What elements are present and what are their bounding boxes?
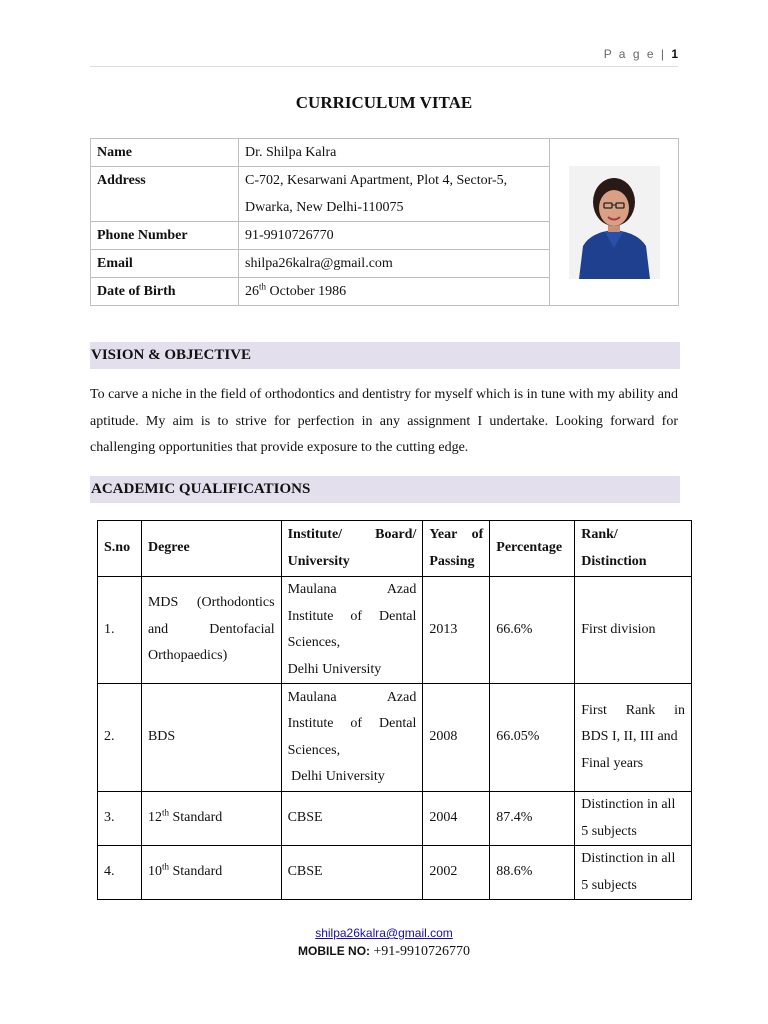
row-percentage: 66.05% <box>490 684 575 792</box>
rank-header-line-1: Rank/ <box>581 527 618 542</box>
email-value: shilpa26kalra@gmail.com <box>239 250 550 278</box>
row-institute <box>281 577 423 684</box>
institute-line: Institute of Dental <box>287 608 417 624</box>
degree-line: BDS <box>147 729 176 745</box>
year-header-line-1: Year of <box>429 527 484 542</box>
address-line-2: Dwarka, New Delhi-110075 <box>245 200 404 215</box>
academic-heading <box>90 476 680 503</box>
col-header-rank <box>575 521 692 577</box>
table-row <box>98 577 692 684</box>
address-value <box>239 167 550 222</box>
vision-paragraph: To carve a niche in the field of orthodontics and dentistry for myself which is in tune with my ability and aptitude. My aim is to strive for perfection in any assignment I undertake. Looking forward for challenging opportunities that provide exposure to the cutting edge. <box>90 387 678 455</box>
photo-cell <box>550 139 679 306</box>
table-row <box>91 139 679 167</box>
row-year: 2008 <box>423 684 490 792</box>
rank-header-line-2: Distinction <box>581 553 647 569</box>
institute-line: Delhi University <box>287 661 382 677</box>
row-degree <box>141 684 281 792</box>
institute-header-line-2: University <box>287 553 350 569</box>
address-label: Address <box>91 167 239 222</box>
col-header-year <box>423 521 490 577</box>
row-year: 2002 <box>423 846 490 900</box>
degree-rest: Standard <box>168 810 223 826</box>
degree-suffix: th <box>161 861 169 872</box>
row-rank <box>575 846 692 900</box>
col-header-sno: S.no <box>98 521 142 577</box>
institute-line: Delhi University <box>287 769 385 784</box>
table-row <box>98 684 692 792</box>
row-rank <box>575 577 692 684</box>
phone-label: Phone Number <box>91 222 239 250</box>
table-row <box>98 792 692 846</box>
row-year: 2013 <box>423 577 490 684</box>
row-sno: 3. <box>98 792 142 846</box>
rank-line: First Rank in <box>581 702 685 718</box>
row-degree <box>141 846 281 900</box>
profile-photo <box>569 166 660 279</box>
page-number: 1 <box>671 47 678 61</box>
row-degree <box>141 577 281 684</box>
dob-day: 26 <box>245 284 259 299</box>
academic-table <box>97 520 692 900</box>
page-label: P a g e <box>603 47 656 61</box>
row-percentage: 66.6% <box>490 577 575 684</box>
dob-label: Date of Birth <box>91 278 239 306</box>
page-footer <box>0 925 768 961</box>
institute-line: CBSE <box>287 810 323 826</box>
degree-rest: Standard <box>168 864 223 880</box>
address-line-1: C-702, Kesarwani Apartment, Plot 4, Sector-5, <box>245 173 508 188</box>
degree-line: Orthopaedics) <box>147 648 228 664</box>
row-institute <box>281 846 423 900</box>
degree-line: and Dentofacial <box>147 621 275 637</box>
row-sno: 2. <box>98 684 142 792</box>
mobile-number: +91-9910726770 <box>373 944 470 959</box>
row-sno: 1. <box>98 577 142 684</box>
institute-line: Sciences, <box>287 635 341 650</box>
degree-line: MDS (Orthodontics <box>147 595 275 611</box>
dob-rest: October 1986 <box>266 284 347 299</box>
institute-line: Institute of Dental <box>287 716 417 731</box>
dob-suffix: th <box>259 281 267 292</box>
dob-value <box>239 278 550 306</box>
rank-line: BDS I, II, III and <box>581 729 678 745</box>
degree-suffix: th <box>161 807 169 818</box>
institute-line: CBSE <box>287 864 323 880</box>
row-degree <box>141 792 281 846</box>
mobile-label: MOBILE NO: <box>298 944 371 958</box>
rank-line: 5 subjects <box>581 823 637 839</box>
vision-heading <box>90 342 680 369</box>
degree-number: 10 <box>147 864 162 880</box>
table-row <box>98 846 692 900</box>
table-header-row <box>98 521 692 577</box>
academic-heading-text: ACADEMIC QUALIFICATIONS <box>91 481 311 497</box>
header-rule <box>90 66 678 67</box>
col-header-percentage: Percentage <box>490 521 575 577</box>
row-rank <box>575 684 692 792</box>
degree-number: 12 <box>147 810 162 826</box>
rank-line: First division <box>581 621 656 637</box>
name-label: Name <box>91 139 239 167</box>
institute-line: Maulana Azad <box>287 689 417 705</box>
institute-header-line-1: Institute/ Board/ <box>287 527 417 542</box>
row-year: 2004 <box>423 792 490 846</box>
phone-value: 91-9910726770 <box>239 222 550 250</box>
row-sno: 4. <box>98 846 142 900</box>
personal-details-table <box>90 138 679 306</box>
email-label: Email <box>91 250 239 278</box>
name-value: Dr. Shilpa Kalra <box>239 139 550 167</box>
row-institute <box>281 792 423 846</box>
rank-line: Distinction in all <box>581 851 676 866</box>
row-rank <box>575 792 692 846</box>
row-institute <box>281 684 423 792</box>
rank-line: Distinction in all <box>581 797 676 812</box>
year-header-line-2: Passing <box>429 553 475 569</box>
document-title: CURRICULUM VITAE <box>295 93 473 112</box>
institute-line: Maulana Azad <box>287 582 417 597</box>
row-percentage: 88.6% <box>490 846 575 900</box>
col-header-institute <box>281 521 423 577</box>
row-percentage: 87.4% <box>490 792 575 846</box>
vision-heading-text: VISION & OBJECTIVE <box>91 347 252 363</box>
page-separator: | <box>660 47 666 61</box>
col-header-degree: Degree <box>141 521 281 577</box>
page-header <box>604 47 678 61</box>
footer-email-link[interactable]: shilpa26kalra@gmail.com <box>315 926 453 940</box>
rank-line: 5 subjects <box>581 877 637 893</box>
footer-mobile <box>0 942 768 961</box>
rank-line: Final years <box>581 755 644 771</box>
institute-line: Sciences, <box>287 742 341 758</box>
